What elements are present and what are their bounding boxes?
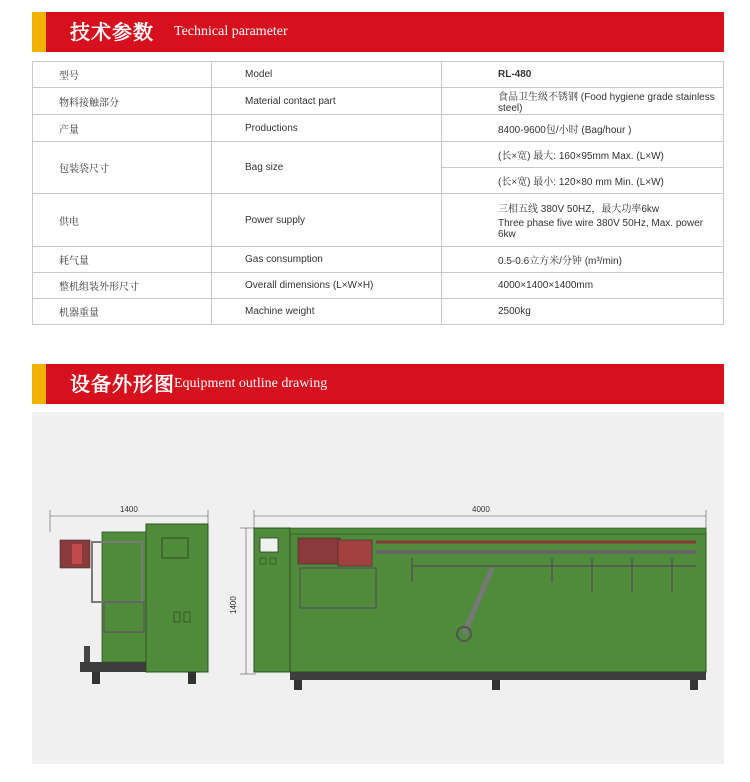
table-row [33, 194, 724, 247]
front-view-machine [254, 528, 706, 690]
table-row [33, 88, 724, 115]
bag-size-label-en: Bag size [212, 142, 442, 194]
spec-table [32, 61, 724, 325]
model-label-zh: 型号 [33, 62, 212, 88]
table-row [33, 62, 724, 88]
table-row [33, 247, 724, 273]
productions-label-zh: 产量 [33, 115, 212, 142]
material-value: 食品卫生级不锈钢 (Food hygiene grade stainless steel) [442, 88, 724, 115]
model-value: RL-480 [442, 62, 724, 88]
power-value [442, 194, 724, 247]
material-label-zh: 物料接触部分 [33, 88, 212, 115]
side-view-machine [60, 524, 208, 684]
outline-drawing-banner [32, 364, 724, 404]
banner-accent [32, 12, 46, 52]
productions-value: 8400-9600包/小时 (Bag/hour ) [442, 115, 724, 142]
productions-label-en: Productions [212, 115, 442, 142]
gas-label-zh: 耗气量 [33, 247, 212, 273]
dimensions-label-zh: 整机组装外形尺寸 [33, 273, 212, 299]
height-label: 1400 [229, 596, 238, 614]
table-row [33, 273, 724, 299]
section-title-zh: 设备外形图 [70, 372, 175, 396]
bag-size-max-value: (长×宽) 最大: 160×95mm Max. (L×W) [442, 142, 724, 168]
section-title-en: Equipment outline drawing [174, 376, 328, 391]
power-label-zh: 供电 [33, 194, 212, 247]
dimensions-label-en: Overall dimensions (L×W×H) [212, 273, 442, 299]
equipment-outline-drawing [32, 412, 724, 764]
side-width-label: 1400 [120, 505, 138, 514]
dimensions-value: 4000×1400×1400mm [442, 273, 724, 299]
table-row [33, 142, 724, 168]
material-label-en: Material contact part [212, 88, 442, 115]
gas-value: 0.5-0.6立方米/分钟 (m³/min) [442, 247, 724, 273]
gas-label-en: Gas consumption [212, 247, 442, 273]
table-row [33, 299, 724, 325]
front-length-label: 4000 [472, 505, 490, 514]
model-label-en: Model [212, 62, 442, 88]
banner-accent [32, 364, 46, 404]
power-value-line1: 三相五线 380V 50HZ，最大功率6kw [498, 204, 660, 215]
section-title-en: Technical parameter [174, 24, 288, 39]
machine-drawing-svg [32, 412, 724, 764]
weight-label-zh: 机器重量 [33, 299, 212, 325]
technical-parameter-banner [32, 12, 724, 52]
bag-size-label-zh: 包装袋尺寸 [33, 142, 212, 194]
weight-label-en: Machine weight [212, 299, 442, 325]
weight-value: 2500kg [442, 299, 724, 325]
power-value-line2: Three phase five wire 380V 50Hz, Max. power 6kw [498, 218, 704, 240]
section-title-zh: 技术参数 [70, 20, 154, 44]
table-row [33, 115, 724, 142]
bag-size-min-value: (长×宽) 最小: 120×80 mm Min. (L×W) [442, 168, 724, 194]
power-label-en: Power supply [212, 194, 442, 247]
